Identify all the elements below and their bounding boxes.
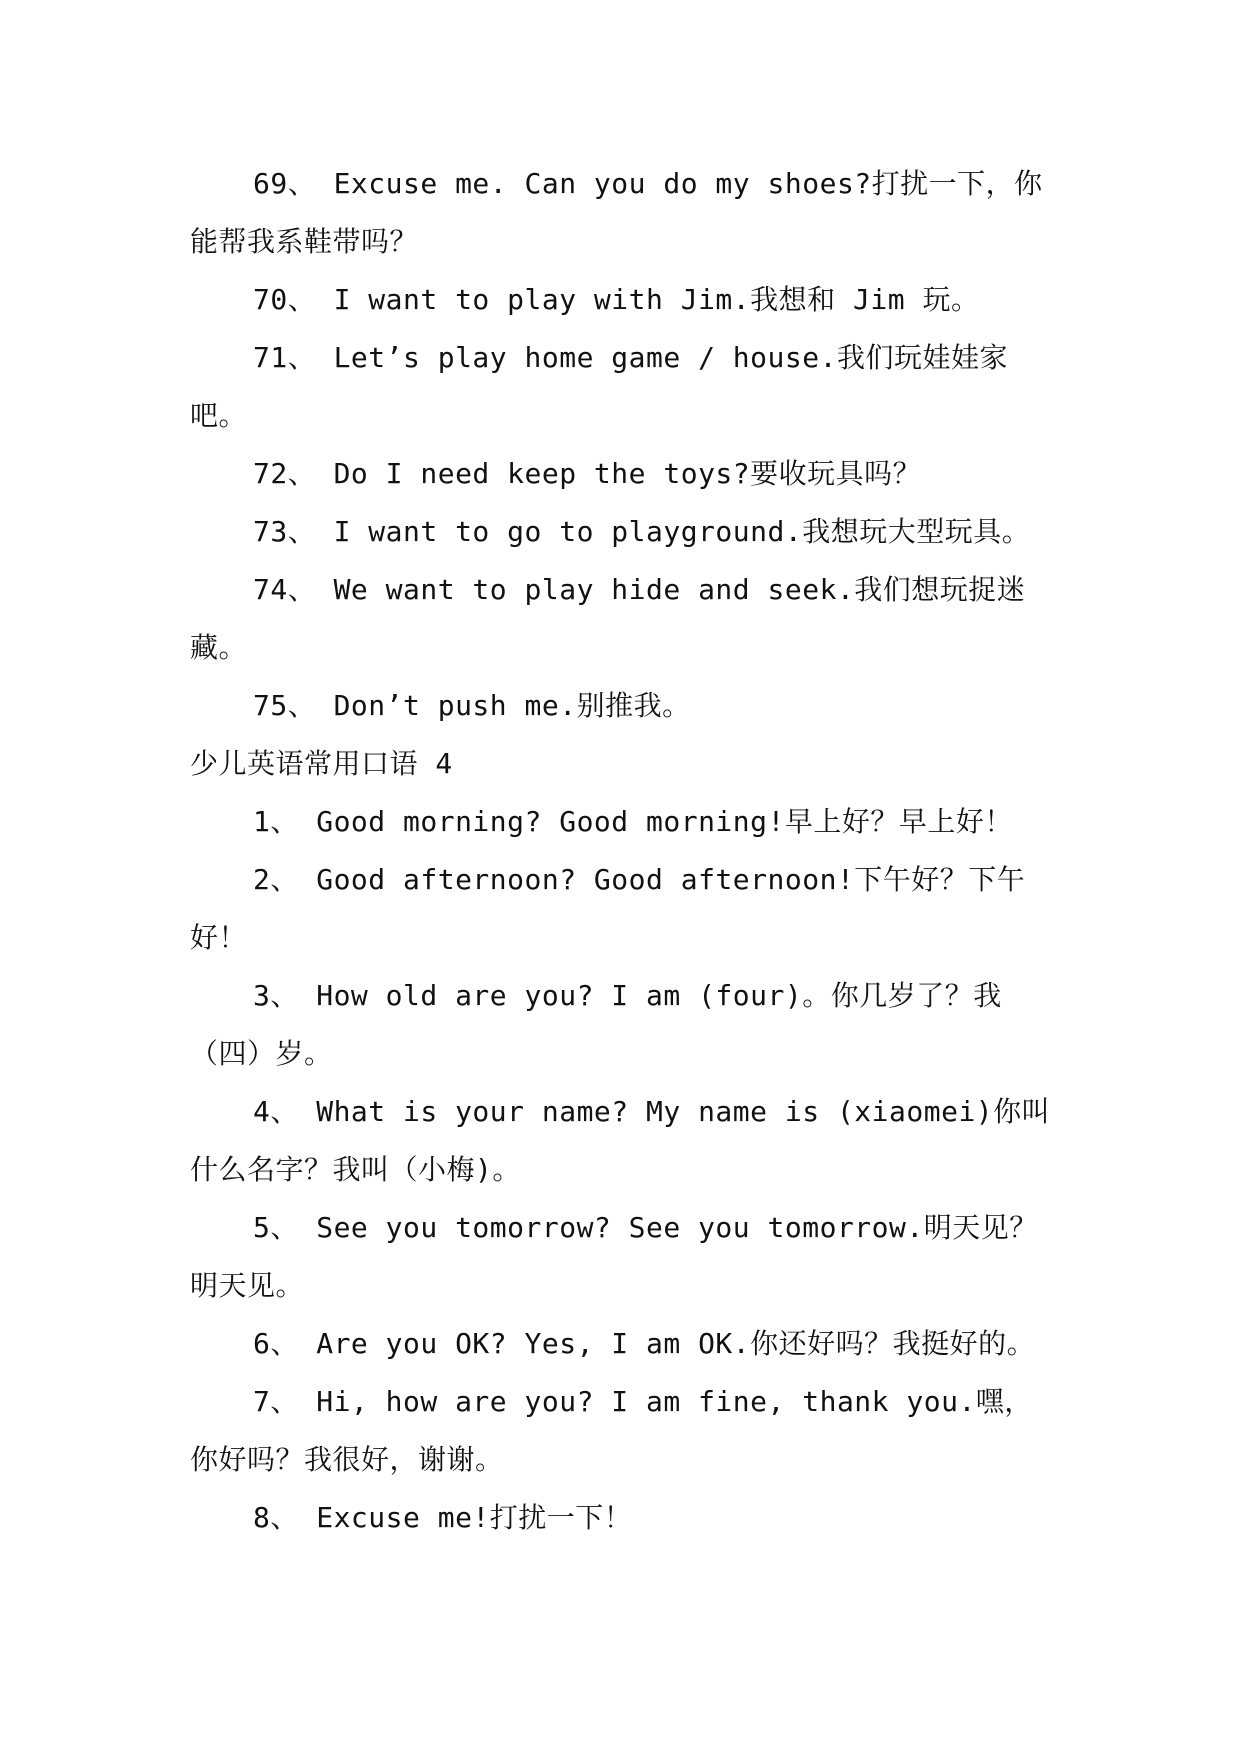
list-item: 6、 Are you OK? Yes, I am OK.你还好吗？我挺好的。 [253, 1327, 1036, 1360]
list-item: 70、 I want to play with Jim.我想和 Jim 玩。 [253, 283, 980, 316]
list-item: 73、 I want to go to playground.我想玩大型玩具。 [253, 515, 1031, 548]
list-item: 71、 Let’s play home game / house.我们玩娃娃家吧。 [190, 341, 1008, 432]
list-item: 8、 Excuse me!打扰一下！ [253, 1501, 633, 1534]
list-item: 5、 See you tomorrow? See you tomorrow.明天见？明天见。 [190, 1211, 1038, 1302]
list-item: 7、 Hi, how are you? I am fine, thank you.嘿，你好吗？我很好，谢谢。 [190, 1385, 1033, 1476]
list-item: 75、 Don’t push me.别推我。 [253, 689, 691, 722]
section-heading: 少儿英语常用口语 4 [190, 747, 453, 780]
list-item: 3、 How old are you? I am (four)。你几岁了？我（四）岁。 [190, 979, 1002, 1070]
list-item: 72、 Do I need keep the toys?要收玩具吗？ [253, 457, 922, 490]
list-item: 2、 Good afternoon? Good afternoon!下午好？下午好！ [190, 863, 1026, 954]
document-body [190, 155, 1060, 1547]
list-item: 1、 Good morning? Good morning!早上好？早上好！ [253, 805, 1013, 838]
list-item: 69、 Excuse me. Can you do my shoes?打扰一下，你能帮我系鞋带吗？ [190, 167, 1043, 258]
list-item: 74、 We want to play hide and seek.我们想玩捉迷藏。 [190, 573, 1026, 664]
list-item: 4、 What is your name? My name is (xiaomei)你叫什么名字？我叫（小梅)。 [190, 1095, 1051, 1186]
